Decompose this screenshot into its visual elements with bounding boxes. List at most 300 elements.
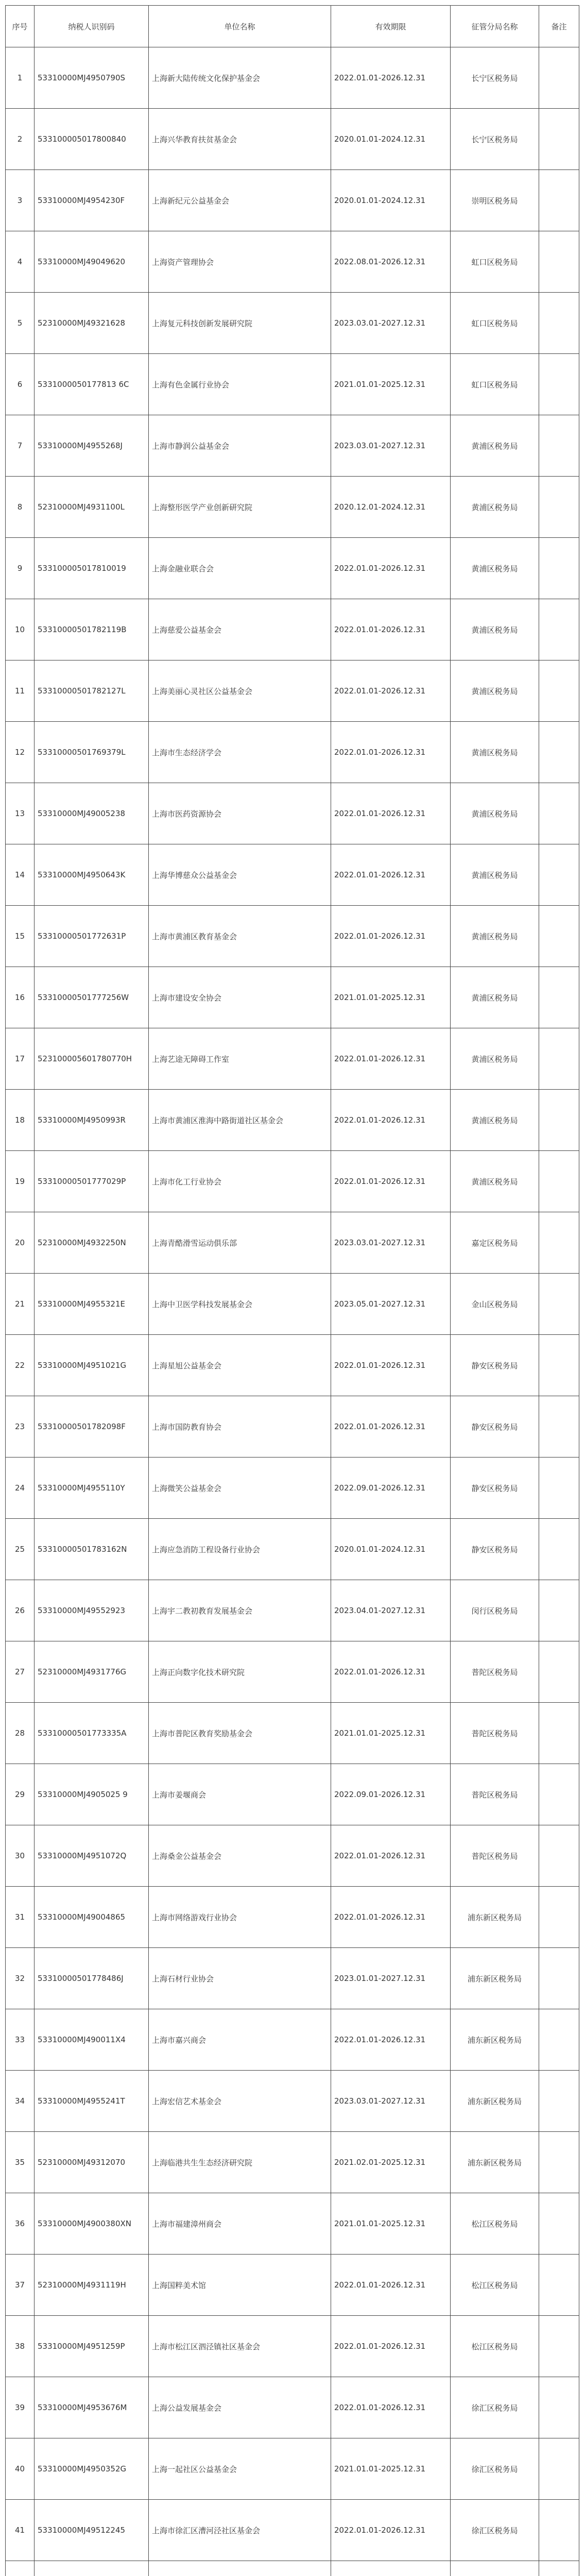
cell-tax-office: 黄浦区税务局 bbox=[451, 844, 539, 906]
table-row bbox=[6, 1887, 579, 1948]
table-row bbox=[6, 1396, 579, 1458]
cell-tax-office: 普陀区税务局 bbox=[451, 1641, 539, 1703]
cell-remark bbox=[539, 599, 579, 660]
cell-org-name: 上海慈爱公益基金会 bbox=[149, 599, 331, 660]
table-row bbox=[6, 1580, 579, 1641]
cell-remark bbox=[539, 967, 579, 1028]
cell-org-name bbox=[149, 2561, 331, 2576]
cell-remark bbox=[539, 2500, 579, 2561]
cell-org-name: 上海整形医学产业创新研究院 bbox=[149, 477, 331, 538]
header-tax-office: 征管分局名称 bbox=[451, 6, 539, 47]
cell-tax-office: 浦东新区税务局 bbox=[451, 1948, 539, 2009]
cell-taxpayer-id: 53310000MJ4955241T bbox=[35, 2071, 149, 2132]
cell-taxpayer-id: 53310000MJ49005238 bbox=[35, 783, 149, 844]
cell-org-name: 上海华博慈众公益基金会 bbox=[149, 844, 331, 906]
cell-org-name: 上海市国防教育协会 bbox=[149, 1396, 331, 1458]
cell-tax-office: 普陀区税务局 bbox=[451, 1825, 539, 1887]
table-header bbox=[6, 6, 579, 47]
header-org-name: 单位名称 bbox=[149, 6, 331, 47]
header-remark: 备注 bbox=[539, 6, 579, 47]
cell-remark bbox=[539, 1151, 579, 1212]
cell-seq: 23 bbox=[6, 1396, 35, 1458]
cell-remark bbox=[539, 906, 579, 967]
cell-tax-office: 松江区税务局 bbox=[451, 2255, 539, 2316]
cell-remark bbox=[539, 1887, 579, 1948]
cell-seq: 31 bbox=[6, 1887, 35, 1948]
cell-remark bbox=[539, 844, 579, 906]
cell-remark bbox=[539, 1519, 579, 1580]
table-row bbox=[6, 2500, 579, 2561]
table-row bbox=[6, 1212, 579, 1274]
table-row bbox=[6, 783, 579, 844]
cell-taxpayer-id: 533100005017800840 bbox=[35, 109, 149, 170]
cell-valid-period: 2022.01.01-2026.12.31 bbox=[331, 906, 451, 967]
cell-remark bbox=[539, 1274, 579, 1335]
table-row bbox=[6, 1519, 579, 1580]
cell-taxpayer-id: 53310000MJ4905025 9 bbox=[35, 1764, 149, 1825]
cell-tax-office: 黄浦区税务局 bbox=[451, 660, 539, 722]
table-row bbox=[6, 293, 579, 354]
table-row bbox=[6, 2255, 579, 2316]
cell-org-name: 上海新纪元公益基金会 bbox=[149, 170, 331, 231]
table-row bbox=[6, 1335, 579, 1396]
cell-seq: 25 bbox=[6, 1519, 35, 1580]
cell-remark bbox=[539, 1396, 579, 1458]
table-row bbox=[6, 231, 579, 293]
cell-tax-office: 浦东新区税务局 bbox=[451, 1887, 539, 1948]
table-row bbox=[6, 2316, 579, 2377]
cell-org-name: 上海美丽心灵社区公益基金会 bbox=[149, 660, 331, 722]
table-row bbox=[6, 1028, 579, 1090]
cell-valid-period: 2021.01.01-2025.12.31 bbox=[331, 1703, 451, 1764]
cell-org-name: 上海正向数字化技术研究院 bbox=[149, 1641, 331, 1703]
cell-valid-period: 2022.01.01-2026.12.31 bbox=[331, 1396, 451, 1458]
cell-org-name: 上海市徐汇区漕河泾社区基金会 bbox=[149, 2500, 331, 2561]
cell-tax-office: 虹口区税务局 bbox=[451, 354, 539, 415]
cell-seq: 1 bbox=[6, 47, 35, 109]
cell-valid-period: 2021.02.01-2025.12.31 bbox=[331, 2132, 451, 2193]
cell-taxpayer-id: 52310000MJ4932250N bbox=[35, 1212, 149, 1274]
cell-org-name: 上海市松江区泗泾镇社区基金会 bbox=[149, 2316, 331, 2377]
cell-valid-period: 2022.01.01-2026.12.31 bbox=[331, 1028, 451, 1090]
cell-tax-office: 浦东新区税务局 bbox=[451, 2009, 539, 2071]
cell-remark bbox=[539, 1580, 579, 1641]
cell-tax-office: 普陀区税务局 bbox=[451, 1764, 539, 1825]
cell-remark bbox=[539, 1212, 579, 1274]
cell-remark bbox=[539, 1090, 579, 1151]
cell-valid-period: 2022.01.01-2026.12.31 bbox=[331, 1335, 451, 1396]
cell-org-name: 上海宇二教初教育发展基金会 bbox=[149, 1580, 331, 1641]
cell-taxpayer-id: 53310000501773335A bbox=[35, 1703, 149, 1764]
cell-valid-period: 2022.01.01-2026.12.31 bbox=[331, 844, 451, 906]
cell-taxpayer-id: 53310000MJ49512245 bbox=[35, 2500, 149, 2561]
cell-taxpayer-id: 52310000MJ4931100L bbox=[35, 477, 149, 538]
tax-exempt-org-table bbox=[5, 5, 579, 2576]
cell-tax-office: 普陀区税务局 bbox=[451, 1703, 539, 1764]
table-row bbox=[6, 1641, 579, 1703]
cell-valid-period: 2022.01.01-2026.12.31 bbox=[331, 47, 451, 109]
cell-valid-period: 2022.01.01-2026.12.31 bbox=[331, 1151, 451, 1212]
cell-seq: 28 bbox=[6, 1703, 35, 1764]
cell-seq: 8 bbox=[6, 477, 35, 538]
cell-tax-office: 嘉定区税务局 bbox=[451, 1212, 539, 1274]
cell-remark bbox=[539, 1641, 579, 1703]
cell-org-name: 上海市黄浦区教育基金会 bbox=[149, 906, 331, 967]
cell-taxpayer-id: 53310000MJ4951021G bbox=[35, 1335, 149, 1396]
table-row bbox=[6, 1090, 579, 1151]
table-row bbox=[6, 354, 579, 415]
cell-tax-office: 黄浦区税务局 bbox=[451, 538, 539, 599]
table-row bbox=[6, 477, 579, 538]
cell-taxpayer-id: 53310000501783162N bbox=[35, 1519, 149, 1580]
table-row bbox=[6, 2561, 579, 2576]
cell-valid-period: 2023.03.01-2027.12.31 bbox=[331, 293, 451, 354]
cell-org-name: 上海桑金公益基金会 bbox=[149, 1825, 331, 1887]
cell-valid-period: 2022.01.01-2026.12.31 bbox=[331, 599, 451, 660]
cell-tax-office: 长宁区税务局 bbox=[451, 109, 539, 170]
cell-tax-office: 黄浦区税务局 bbox=[451, 1090, 539, 1151]
cell-org-name: 上海中卫医学科技发展基金会 bbox=[149, 1274, 331, 1335]
header-seq: 序号 bbox=[6, 6, 35, 47]
cell-org-name: 上海应急消防工程设备行业协会 bbox=[149, 1519, 331, 1580]
cell-org-name: 上海兴华教育扶贫基金会 bbox=[149, 109, 331, 170]
cell-org-name: 上海市医药资源协会 bbox=[149, 783, 331, 844]
cell-valid-period: 2022.01.01-2026.12.31 bbox=[331, 722, 451, 783]
cell-seq: 32 bbox=[6, 1948, 35, 2009]
cell-remark bbox=[539, 538, 579, 599]
cell-org-name: 上海市生态经济学会 bbox=[149, 722, 331, 783]
cell-valid-period: 2022.01.01-2026.12.31 bbox=[331, 2377, 451, 2438]
cell-seq: 18 bbox=[6, 1090, 35, 1151]
cell-taxpayer-id: 53310000501772631P bbox=[35, 906, 149, 967]
cell-tax-office bbox=[451, 2561, 539, 2576]
table-row bbox=[6, 722, 579, 783]
cell-seq: 30 bbox=[6, 1825, 35, 1887]
cell-org-name: 上海微笑公益基金会 bbox=[149, 1458, 331, 1519]
cell-valid-period: 2023.03.01-2027.12.31 bbox=[331, 415, 451, 477]
table-row bbox=[6, 109, 579, 170]
cell-tax-office: 徐汇区税务局 bbox=[451, 2377, 539, 2438]
cell-tax-office: 黄浦区税务局 bbox=[451, 1151, 539, 1212]
cell-taxpayer-id: 53310000MJ49552923 bbox=[35, 1580, 149, 1641]
cell-org-name: 上海新大陆传统文化保护基金会 bbox=[149, 47, 331, 109]
cell-seq: 21 bbox=[6, 1274, 35, 1335]
table-body bbox=[6, 47, 579, 2576]
cell-tax-office: 黄浦区税务局 bbox=[451, 967, 539, 1028]
table-row bbox=[6, 660, 579, 722]
table-row bbox=[6, 47, 579, 109]
cell-seq: 14 bbox=[6, 844, 35, 906]
cell-tax-office: 松江区税务局 bbox=[451, 2316, 539, 2377]
table-row bbox=[6, 415, 579, 477]
cell-org-name: 上海国粹美术馆 bbox=[149, 2255, 331, 2316]
cell-org-name: 上海石材行业协会 bbox=[149, 1948, 331, 2009]
cell-seq: 15 bbox=[6, 906, 35, 967]
cell-remark bbox=[539, 1458, 579, 1519]
cell-org-name: 上海青酷滑雪运动俱乐部 bbox=[149, 1212, 331, 1274]
cell-remark bbox=[539, 722, 579, 783]
cell-taxpayer-id: 53310000MJ49004865 bbox=[35, 1887, 149, 1948]
cell-remark bbox=[539, 1948, 579, 2009]
cell-seq: 35 bbox=[6, 2132, 35, 2193]
cell-seq: 26 bbox=[6, 1580, 35, 1641]
cell-seq: 22 bbox=[6, 1335, 35, 1396]
cell-valid-period: 2021.01.01-2025.12.31 bbox=[331, 2438, 451, 2500]
cell-org-name: 上海公益发展基金会 bbox=[149, 2377, 331, 2438]
cell-taxpayer-id: 53310000MJ4950352G bbox=[35, 2438, 149, 2500]
cell-remark bbox=[539, 2561, 579, 2576]
table-row bbox=[6, 2071, 579, 2132]
cell-remark bbox=[539, 2377, 579, 2438]
cell-org-name: 上海复元科技创新发展研究院 bbox=[149, 293, 331, 354]
cell-taxpayer-id: 52310000MJ4931119H bbox=[35, 2255, 149, 2316]
cell-taxpayer-id: 53310000MJ4950643K bbox=[35, 844, 149, 906]
cell-seq: 40 bbox=[6, 2438, 35, 2500]
table-row bbox=[6, 2132, 579, 2193]
cell-taxpayer-id: 53310000MJ4951072Q bbox=[35, 1825, 149, 1887]
cell-remark bbox=[539, 660, 579, 722]
cell-org-name: 上海市化工行业协会 bbox=[149, 1151, 331, 1212]
cell-tax-office: 金山区税务局 bbox=[451, 1274, 539, 1335]
cell-tax-office: 浦东新区税务局 bbox=[451, 2132, 539, 2193]
cell-seq: 41 bbox=[6, 2500, 35, 2561]
cell-org-name: 上海星旭公益基金会 bbox=[149, 1335, 331, 1396]
cell-valid-period: 2022.08.01-2026.12.31 bbox=[331, 231, 451, 293]
cell-org-name: 上海市姜堰商会 bbox=[149, 1764, 331, 1825]
cell-valid-period: 2023.04.01-2027.12.31 bbox=[331, 1580, 451, 1641]
cell-seq: 37 bbox=[6, 2255, 35, 2316]
cell-remark bbox=[539, 1764, 579, 1825]
cell-valid-period: 2022.01.01-2026.12.31 bbox=[331, 1090, 451, 1151]
cell-valid-period: 2022.01.01-2026.12.31 bbox=[331, 783, 451, 844]
cell-tax-office: 静安区税务局 bbox=[451, 1335, 539, 1396]
cell-tax-office: 黄浦区税务局 bbox=[451, 1028, 539, 1090]
cell-taxpayer-id: 52310000MJ49321628 bbox=[35, 293, 149, 354]
cell-taxpayer-id: 53310000501778486J bbox=[35, 1948, 149, 2009]
cell-valid-period: 2022.01.01-2026.12.31 bbox=[331, 660, 451, 722]
cell-taxpayer-id: 53310000MJ4951259P bbox=[35, 2316, 149, 2377]
cell-org-name: 上海金融业联合会 bbox=[149, 538, 331, 599]
cell-taxpayer-id: 53310000MJ4950790S bbox=[35, 47, 149, 109]
table-row bbox=[6, 1703, 579, 1764]
cell-taxpayer-id: 5331000050177813 6C bbox=[35, 354, 149, 415]
cell-seq: 39 bbox=[6, 2377, 35, 2438]
cell-remark bbox=[539, 1028, 579, 1090]
cell-seq: 13 bbox=[6, 783, 35, 844]
cell-valid-period: 2023.03.01-2027.12.31 bbox=[331, 1212, 451, 1274]
cell-taxpayer-id: 53310000MJ4955321E bbox=[35, 1274, 149, 1335]
cell-taxpayer-id: 53310000501782098F bbox=[35, 1396, 149, 1458]
cell-valid-period: 2022.09.01-2026.12.31 bbox=[331, 1764, 451, 1825]
cell-seq: 4 bbox=[6, 231, 35, 293]
cell-tax-office: 静安区税务局 bbox=[451, 1396, 539, 1458]
cell-taxpayer-id: 53310000MJ49049620 bbox=[35, 231, 149, 293]
cell-org-name: 上海艺途无障碍工作室 bbox=[149, 1028, 331, 1090]
cell-taxpayer-id: 53310000501777256W bbox=[35, 967, 149, 1028]
cell-tax-office: 徐汇区税务局 bbox=[451, 2438, 539, 2500]
cell-seq: 2 bbox=[6, 109, 35, 170]
cell-valid-period: 2022.09.01-2026.12.31 bbox=[331, 1458, 451, 1519]
cell-remark bbox=[539, 109, 579, 170]
cell-taxpayer-id: 52310000MJ49312070 bbox=[35, 2132, 149, 2193]
cell-seq: 12 bbox=[6, 722, 35, 783]
cell-tax-office: 黄浦区税务局 bbox=[451, 906, 539, 967]
cell-valid-period: 2021.01.01-2025.12.31 bbox=[331, 967, 451, 1028]
cell-org-name: 上海宏信艺术基金会 bbox=[149, 2071, 331, 2132]
cell-seq: 5 bbox=[6, 293, 35, 354]
table-row bbox=[6, 2009, 579, 2071]
table-row bbox=[6, 599, 579, 660]
table-row bbox=[6, 2438, 579, 2500]
cell-remark bbox=[539, 354, 579, 415]
cell-valid-period: 2020.01.01-2024.12.31 bbox=[331, 109, 451, 170]
cell-taxpayer-id: 53310000MJ4953676M bbox=[35, 2377, 149, 2438]
cell-org-name: 上海市静润公益基金会 bbox=[149, 415, 331, 477]
cell-tax-office: 虹口区税务局 bbox=[451, 293, 539, 354]
cell-remark bbox=[539, 2193, 579, 2255]
cell-seq: 11 bbox=[6, 660, 35, 722]
cell-valid-period: 2023.03.01-2027.12.31 bbox=[331, 2071, 451, 2132]
cell-remark bbox=[539, 477, 579, 538]
cell-taxpayer-id: 523100005601780770H bbox=[35, 1028, 149, 1090]
cell-tax-office: 松江区税务局 bbox=[451, 2193, 539, 2255]
cell-valid-period: 2020.01.01-2024.12.31 bbox=[331, 170, 451, 231]
cell-remark bbox=[539, 2071, 579, 2132]
cell-seq: 9 bbox=[6, 538, 35, 599]
cell-valid-period: 2020.12.01-2024.12.31 bbox=[331, 477, 451, 538]
table-row bbox=[6, 967, 579, 1028]
cell-seq: 6 bbox=[6, 354, 35, 415]
table-row bbox=[6, 1948, 579, 2009]
cell-org-name: 上海一起社区公益基金会 bbox=[149, 2438, 331, 2500]
cell-org-name: 上海市普陀区教育奖励基金会 bbox=[149, 1703, 331, 1764]
cell-valid-period: 2020.01.01-2024.12.31 bbox=[331, 1519, 451, 1580]
cell-valid-period: 2021.01.01-2025.12.31 bbox=[331, 354, 451, 415]
table-row bbox=[6, 538, 579, 599]
table-row bbox=[6, 1274, 579, 1335]
cell-org-name: 上海临港共生生态经济研究院 bbox=[149, 2132, 331, 2193]
cell-taxpayer-id: 53310000MJ4950993R bbox=[35, 1090, 149, 1151]
header-taxpayer-id: 纳税人识别码 bbox=[35, 6, 149, 47]
cell-tax-office: 黄浦区税务局 bbox=[451, 477, 539, 538]
cell-remark bbox=[539, 2009, 579, 2071]
cell-taxpayer-id: 53310000MJ4955110Y bbox=[35, 1458, 149, 1519]
cell-org-name: 上海资产管理协会 bbox=[149, 231, 331, 293]
cell-remark bbox=[539, 783, 579, 844]
cell-valid-period: 2022.01.01-2026.12.31 bbox=[331, 1887, 451, 1948]
cell-taxpayer-id: 53310000MJ4900380XN bbox=[35, 2193, 149, 2255]
cell-remark bbox=[539, 2438, 579, 2500]
cell-tax-office: 浦东新区税务局 bbox=[451, 2071, 539, 2132]
cell-seq: 33 bbox=[6, 2009, 35, 2071]
cell-remark bbox=[539, 1703, 579, 1764]
cell-taxpayer-id: 53310000MJ4955268J bbox=[35, 415, 149, 477]
cell-org-name: 上海市福建漳州商会 bbox=[149, 2193, 331, 2255]
cell-valid-period: 2021.01.01-2025.12.31 bbox=[331, 2193, 451, 2255]
cell-remark bbox=[539, 170, 579, 231]
cell-seq: 34 bbox=[6, 2071, 35, 2132]
cell-seq: 16 bbox=[6, 967, 35, 1028]
cell-org-name: 上海市黄浦区淮海中路街道社区基金会 bbox=[149, 1090, 331, 1151]
cell-org-name: 上海市网络游戏行业协会 bbox=[149, 1887, 331, 1948]
cell-org-name: 上海市嘉兴商会 bbox=[149, 2009, 331, 2071]
cell-seq: 29 bbox=[6, 1764, 35, 1825]
cell-taxpayer-id: 533100005017810019 bbox=[35, 538, 149, 599]
cell-remark bbox=[539, 47, 579, 109]
cell-tax-office: 崇明区税务局 bbox=[451, 170, 539, 231]
cell-seq: 17 bbox=[6, 1028, 35, 1090]
table-row bbox=[6, 2377, 579, 2438]
cell-remark bbox=[539, 415, 579, 477]
cell-valid-period: 2022.01.01-2026.12.31 bbox=[331, 2500, 451, 2561]
cell-valid-period: 2022.01.01-2026.12.31 bbox=[331, 538, 451, 599]
cell-valid-period: 2023.01.01-2027.12.31 bbox=[331, 1948, 451, 2009]
cell-tax-office: 黄浦区税务局 bbox=[451, 722, 539, 783]
cell-seq: 3 bbox=[6, 170, 35, 231]
cell-valid-period: 2022.01.01-2026.12.31 bbox=[331, 1641, 451, 1703]
cell-tax-office: 黄浦区税务局 bbox=[451, 415, 539, 477]
cell-tax-office: 静安区税务局 bbox=[451, 1519, 539, 1580]
cell-tax-office: 虹口区税务局 bbox=[451, 231, 539, 293]
cell-seq bbox=[6, 2561, 35, 2576]
cell-taxpayer-id: 53310000501782119B bbox=[35, 599, 149, 660]
cell-remark bbox=[539, 2255, 579, 2316]
cell-taxpayer-id: 53310000MJ4954230F bbox=[35, 170, 149, 231]
cell-valid-period: 2022.01.01-2026.12.31 bbox=[331, 2255, 451, 2316]
table-row bbox=[6, 1458, 579, 1519]
cell-taxpayer-id: 53310000MJ490011X4 bbox=[35, 2009, 149, 2071]
cell-seq: 20 bbox=[6, 1212, 35, 1274]
cell-taxpayer-id: 52310000MJ4931776G bbox=[35, 1641, 149, 1703]
cell-org-name: 上海市建设安全协会 bbox=[149, 967, 331, 1028]
cell-seq: 10 bbox=[6, 599, 35, 660]
cell-remark bbox=[539, 2316, 579, 2377]
cell-valid-period: 2023.05.01-2027.12.31 bbox=[331, 1274, 451, 1335]
header-row bbox=[6, 6, 579, 47]
cell-valid-period: 2022.01.01-2026.12.31 bbox=[331, 2009, 451, 2071]
cell-valid-period: 2022.01.01-2026.12.31 bbox=[331, 1825, 451, 1887]
cell-taxpayer-id: 53310000501782127L bbox=[35, 660, 149, 722]
cell-seq: 19 bbox=[6, 1151, 35, 1212]
cell-valid-period: 2022.01.01-2026.12.31 bbox=[331, 2316, 451, 2377]
table-row bbox=[6, 844, 579, 906]
cell-seq: 38 bbox=[6, 2316, 35, 2377]
table-row bbox=[6, 906, 579, 967]
cell-seq: 24 bbox=[6, 1458, 35, 1519]
table-row bbox=[6, 1825, 579, 1887]
cell-tax-office: 徐汇区税务局 bbox=[451, 2500, 539, 2561]
cell-taxpayer-id bbox=[35, 2561, 149, 2576]
cell-taxpayer-id: 53310000501777029P bbox=[35, 1151, 149, 1212]
cell-seq: 36 bbox=[6, 2193, 35, 2255]
cell-remark bbox=[539, 1825, 579, 1887]
cell-tax-office: 闵行区税务局 bbox=[451, 1580, 539, 1641]
table-row bbox=[6, 2193, 579, 2255]
cell-tax-office: 黄浦区税务局 bbox=[451, 783, 539, 844]
header-valid-period: 有效期限 bbox=[331, 6, 451, 47]
cell-taxpayer-id: 53310000501769379L bbox=[35, 722, 149, 783]
cell-tax-office: 长宁区税务局 bbox=[451, 47, 539, 109]
cell-org-name: 上海有色金属行业协会 bbox=[149, 354, 331, 415]
cell-remark bbox=[539, 231, 579, 293]
cell-remark bbox=[539, 293, 579, 354]
table-row bbox=[6, 170, 579, 231]
table-row bbox=[6, 1151, 579, 1212]
cell-remark bbox=[539, 1335, 579, 1396]
cell-seq: 7 bbox=[6, 415, 35, 477]
cell-tax-office: 黄浦区税务局 bbox=[451, 599, 539, 660]
table-row bbox=[6, 1764, 579, 1825]
